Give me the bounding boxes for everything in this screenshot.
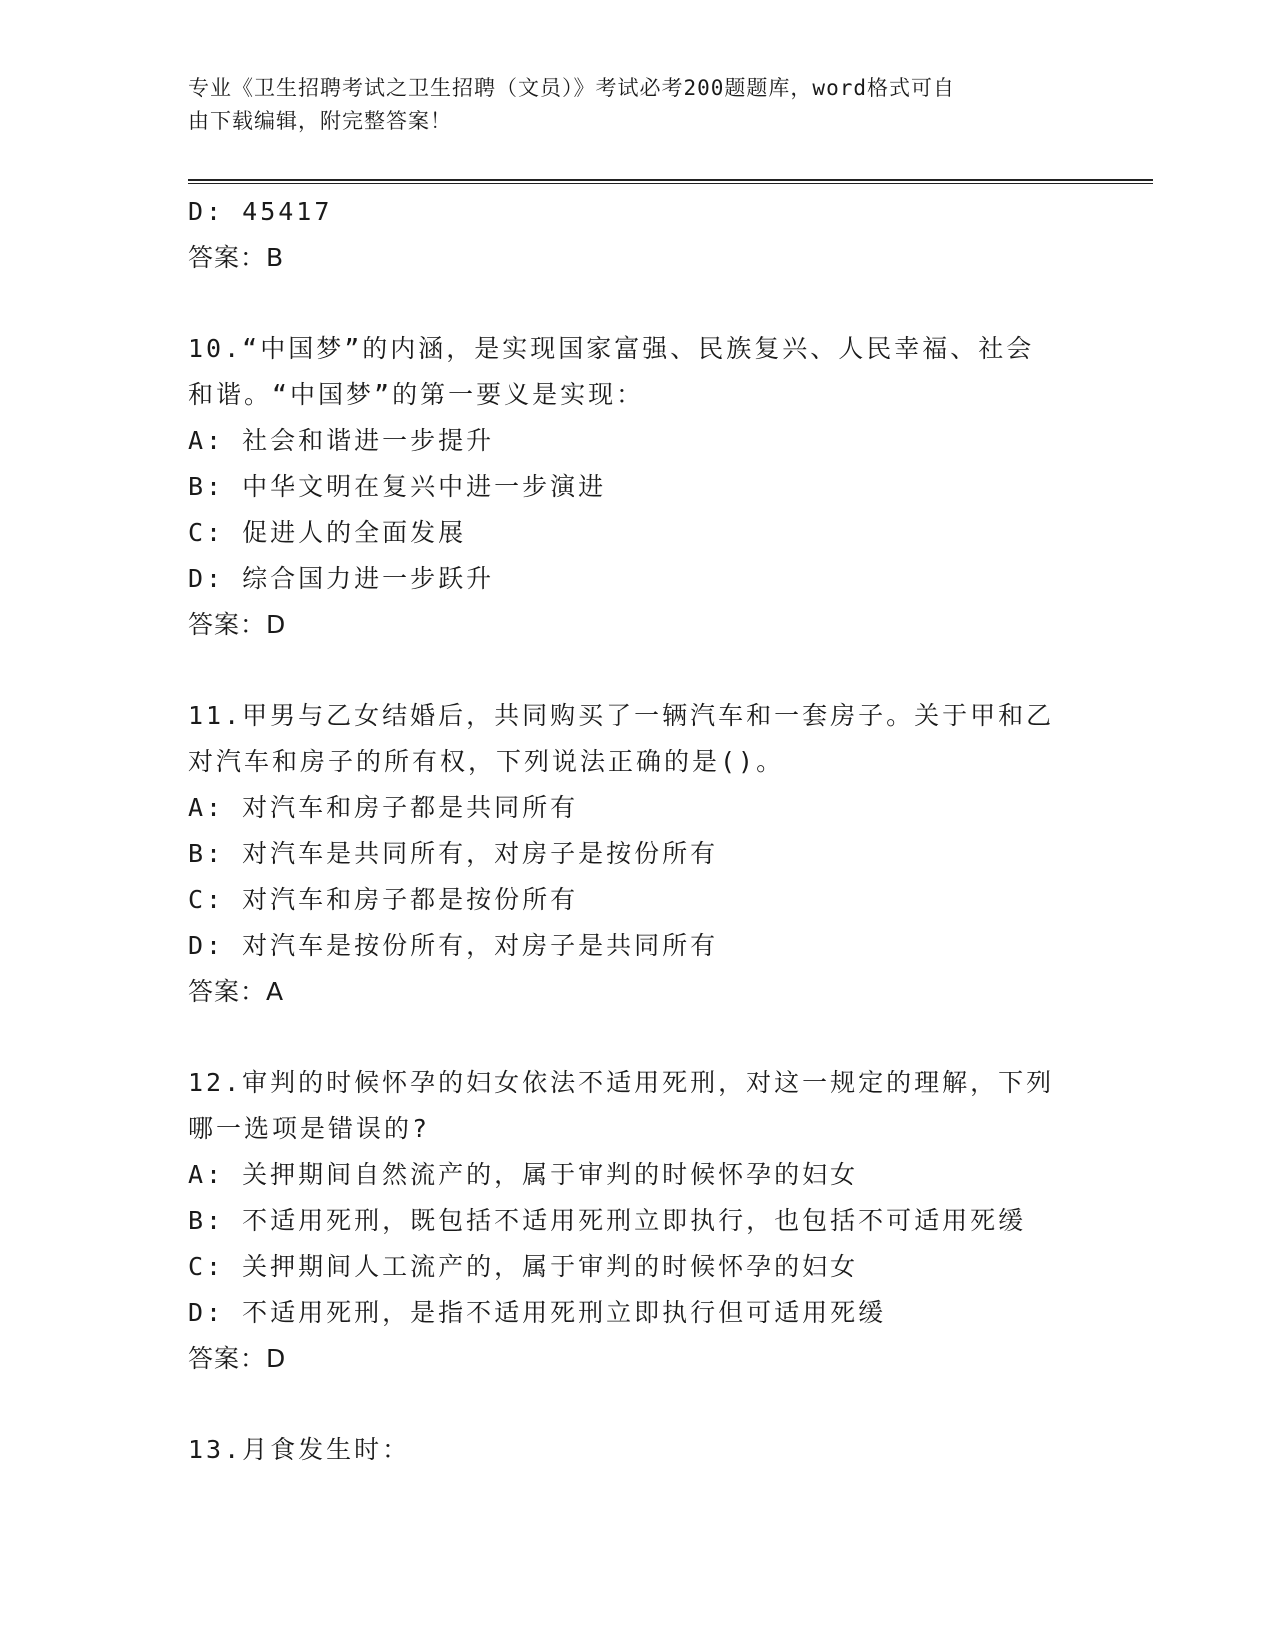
- document-header: [188, 72, 1068, 138]
- question-text-line: 10.“中国梦”的内涵，是实现国家富强、民族复兴、人民幸福、社会: [188, 334, 1035, 363]
- question-list: [188, 189, 1148, 1473]
- carryover-answer: 答案：B: [188, 243, 285, 272]
- question-text-line: 12.审判的时候怀孕的妇女依法不适用死刑，对这一规定的理解，下列: [188, 1068, 1055, 1097]
- option-b: B: 中华文明在复兴中进一步演进: [188, 472, 607, 501]
- answer: 答案：A: [188, 977, 285, 1006]
- carryover-option-d: D: 45417: [188, 197, 333, 226]
- option-b: B: 不适用死刑，既包括不适用死刑立即执行，也包括不可适用死缓: [188, 1206, 1027, 1235]
- option-c: C: 促进人的全面发展: [188, 518, 467, 547]
- answer: 答案：D: [188, 610, 287, 639]
- answer: 答案：D: [188, 1344, 287, 1373]
- question-text-line: 对汽车和房子的所有权，下列说法正确的是()。: [188, 747, 785, 776]
- option-a: A: 关押期间自然流产的，属于审判的时候怀孕的妇女: [188, 1160, 859, 1189]
- header-divider-thin: [188, 183, 1153, 184]
- header-divider: [188, 179, 1153, 181]
- option-a: A: 对汽车和房子都是共同所有: [188, 793, 579, 822]
- option-d: D: 综合国力进一步跃升: [188, 564, 495, 593]
- option-c: C: 对汽车和房子都是按份所有: [188, 885, 579, 914]
- question-12: [188, 1060, 1148, 1382]
- question-text-line: 11.甲男与乙女结婚后，共同购买了一辆汽车和一套房子。关于甲和乙: [188, 701, 1055, 730]
- option-c: C: 关押期间人工流产的，属于审判的时候怀孕的妇女: [188, 1252, 859, 1281]
- option-d: D: 不适用死刑，是指不适用死刑立即执行但可适用死缓: [188, 1298, 887, 1327]
- question-11: [188, 693, 1148, 1015]
- option-a: A: 社会和谐进一步提升: [188, 426, 495, 455]
- header-line-1: 专业《卫生招聘考试之卫生招聘（文员）》考试必考200题题库，word格式可自: [188, 76, 955, 100]
- question-text-line: 13.月食发生时：: [188, 1435, 411, 1464]
- option-b: B: 对汽车是共同所有，对房子是按份所有: [188, 839, 719, 868]
- question-text-line: 哪一选项是错误的?: [188, 1114, 431, 1143]
- option-d: D: 对汽车是按份所有，对房子是共同所有: [188, 931, 719, 960]
- question-13: [188, 1427, 1148, 1473]
- question-10: [188, 326, 1148, 648]
- header-line-2: 由下载编辑，附完整答案！: [188, 109, 452, 133]
- question-text-line: 和谐。“中国梦”的第一要义是实现：: [188, 380, 645, 409]
